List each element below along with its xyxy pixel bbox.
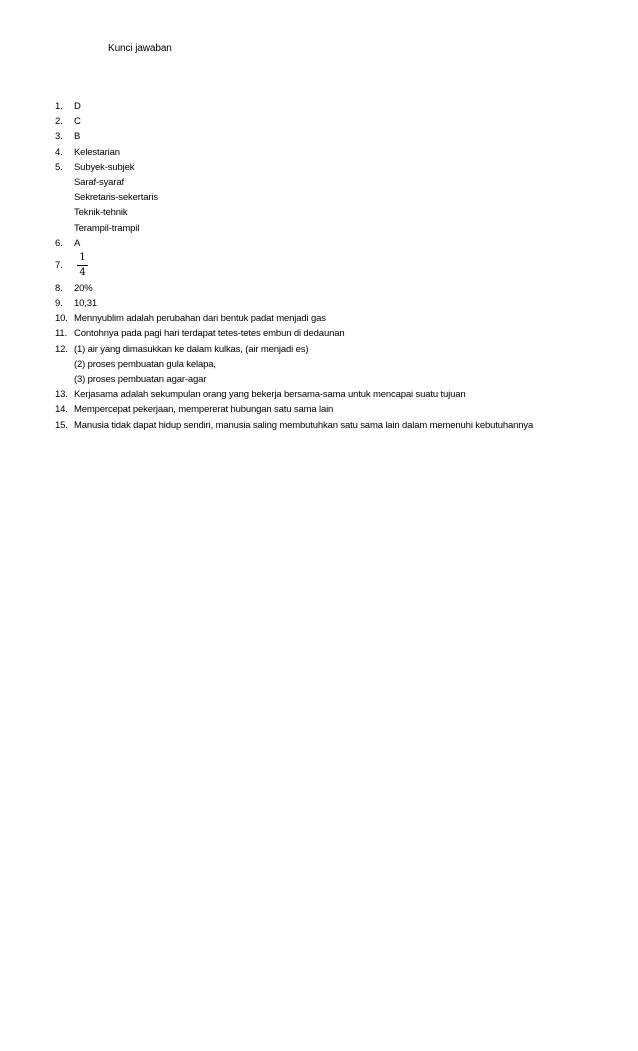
page-title: Kunci jawaban [108, 43, 172, 54]
answer-6 [55, 236, 638, 251]
answer-text: Manusia tidak dapat hidup sendiri, manusia saling membutuhkan satu sama lain dalam memenuhi kebutuhannya [74, 419, 534, 431]
answer-12-line-3: (3) proses pembuatan agar-agar [74, 374, 207, 385]
answer-text: (1) air yang dimasukkan ke dalam kulkas, (air menjadi es) [74, 343, 309, 355]
answer-number: 6. [55, 237, 63, 249]
answer-text: Mennyublim adalah perubahan dari bentuk padat menjadi gas [74, 313, 326, 325]
answer-15 [55, 418, 638, 433]
answer-5-line-2: Saraf-syaraf [74, 176, 124, 188]
answer-number: 13. [55, 389, 68, 401]
answer-2 [55, 114, 638, 129]
answer-text: A [74, 237, 81, 249]
answer-1 [55, 99, 638, 114]
answer-text: D [74, 101, 81, 112]
answer-11 [55, 326, 638, 341]
answer-4 [55, 145, 638, 160]
answer-text: C [74, 116, 81, 128]
answer-text: 20% [74, 282, 93, 294]
answer-number: 3. [55, 131, 63, 143]
answer-14 [55, 402, 638, 417]
answer-text: Contohnya pada pagi hari terdapat tetes-tetes embun di dedaunan [74, 328, 345, 340]
answer-text: Subyek-subjek [74, 161, 135, 173]
fraction-numerator: 1 [79, 252, 86, 264]
answer-number: 2. [55, 116, 63, 128]
answer-5 [55, 160, 638, 175]
answer-number: 9. [55, 298, 63, 310]
fraction [77, 252, 88, 279]
answer-12-line-2: (2) proses pembuatan gula kelapa, [74, 358, 216, 370]
answer-13 [55, 387, 638, 402]
fraction-bar [77, 265, 88, 266]
answer-number: 11. [55, 328, 68, 340]
answer-5-line-5: Terampil-trampil [74, 222, 140, 234]
answer-list [55, 99, 638, 433]
answer-text: Mempercepat pekerjaan, mempererat hubungan satu sama lain [74, 404, 334, 416]
answer-10 [55, 311, 638, 326]
answer-12 [55, 342, 638, 357]
answer-9 [55, 296, 638, 311]
answer-number: 5. [55, 161, 63, 173]
answer-text: Kerjasama adalah sekumpulan orang yang bekerja bersama-sama untuk mencapai suatu tujuan [74, 389, 466, 401]
answer-text: 10,31 [74, 298, 98, 310]
answer-8 [55, 281, 638, 296]
answer-5-line-3: Sekretaris-sekertaris [74, 192, 158, 204]
answer-3 [55, 129, 638, 144]
answer-number: 8. [55, 282, 63, 294]
answer-number: 10. [55, 313, 68, 325]
answer-number: 7. [55, 260, 63, 272]
answer-text: B [74, 131, 81, 143]
answer-number: 1. [55, 101, 63, 112]
answer-number: 4. [55, 146, 63, 158]
answer-5-line-4: Teknik-tehnik [74, 207, 128, 219]
answer-number: 14. [55, 404, 68, 416]
answer-number: 15. [55, 419, 68, 431]
fraction-denominator: 4 [79, 267, 86, 279]
answer-text: Kelestarian [74, 146, 120, 158]
answer-number: 12. [55, 343, 68, 355]
answer-7 [55, 251, 638, 281]
